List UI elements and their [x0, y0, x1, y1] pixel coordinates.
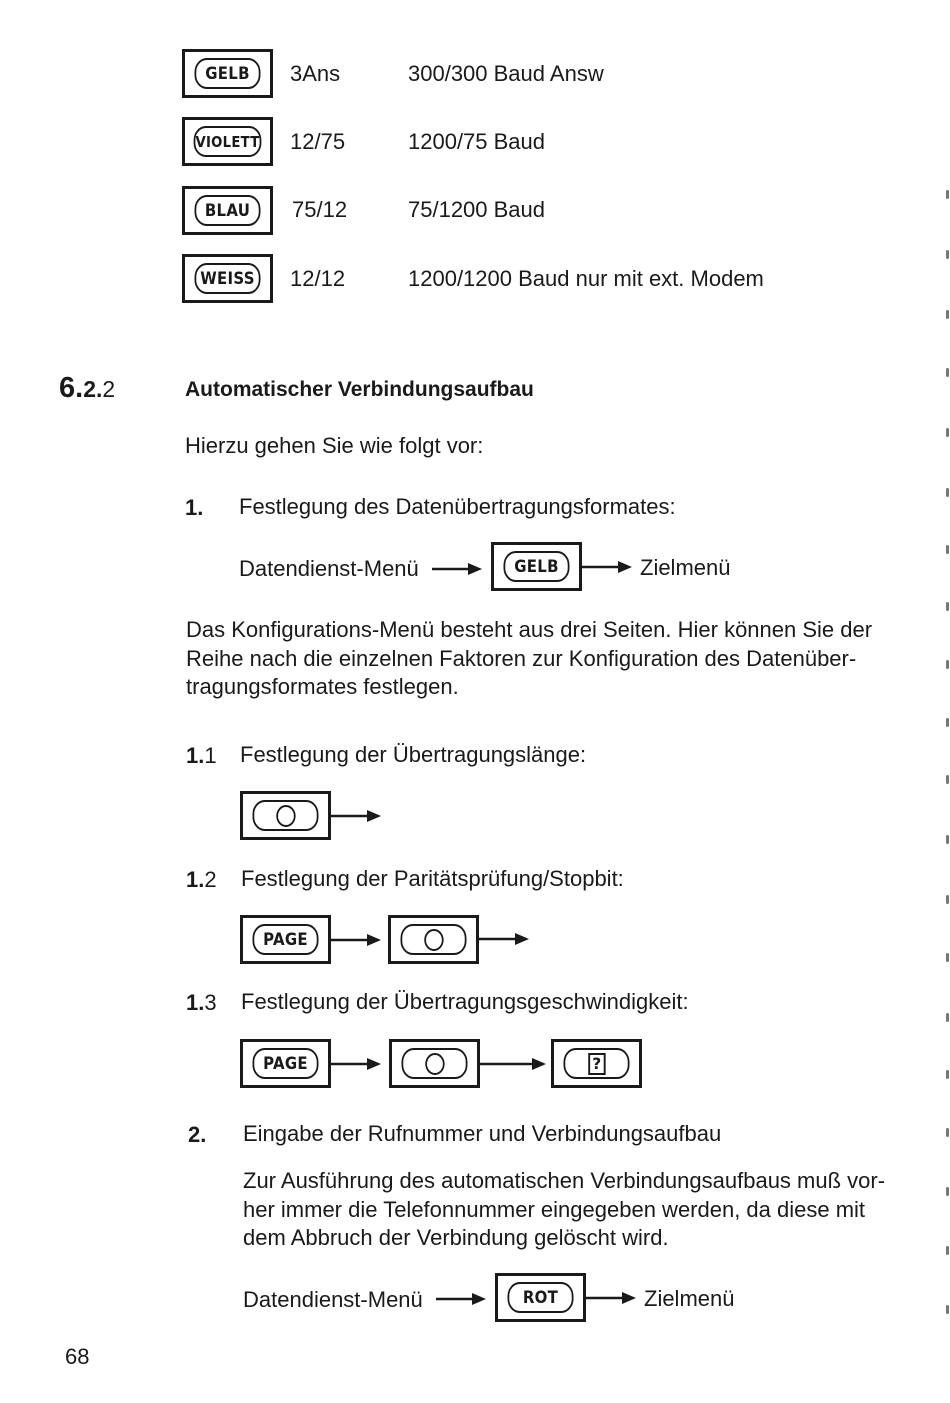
edge-mark — [946, 895, 949, 904]
paragraph-line: Reihe nach die einzelnen Faktoren zur Konfiguration des Datenüber- — [186, 645, 857, 671]
arrow-right-icon — [331, 1057, 383, 1071]
mode-code: 12/12 — [290, 266, 346, 291]
edge-mark — [946, 775, 949, 784]
edge-mark — [946, 953, 949, 962]
violett-key — [182, 117, 273, 166]
zero-key — [388, 915, 479, 964]
mode-code: 12/75 — [290, 129, 346, 154]
violett-key-label: VIOLETT — [194, 126, 262, 157]
question-mark-icon: ? — [588, 1053, 605, 1075]
flow-target-label: Zielmenü — [644, 1286, 735, 1311]
edge-mark — [946, 660, 949, 669]
circle-icon — [276, 805, 295, 827]
edge-mark — [946, 545, 949, 554]
arrow-right-icon — [436, 1292, 488, 1306]
edge-mark — [946, 602, 949, 611]
sub-number-rest: 3 — [204, 990, 217, 1015]
flow-source-label: Datendienst-Menü — [239, 556, 419, 581]
section-number-mid: 2. — [83, 376, 103, 402]
mode-description: 75/1200 Baud — [408, 197, 546, 222]
sub-1-3-title: Festlegung der Übertragungsgeschwindigkeit: — [241, 989, 689, 1014]
rot-key-label: ROT — [508, 1282, 574, 1313]
edge-mark — [946, 1070, 949, 1079]
circle-icon — [425, 1053, 444, 1075]
sub-1-1-title: Festlegung der Übertragungslänge: — [240, 742, 587, 767]
step-1-title: Festlegung des Datenübertragungsformates: — [239, 494, 676, 519]
sub-1-2-number — [186, 866, 217, 894]
edge-mark — [946, 250, 949, 259]
gelb-key-label: GELB — [504, 551, 570, 582]
arrow-right-icon — [586, 1291, 638, 1305]
sub-number-bold: 1. — [186, 743, 205, 768]
arrow-right-icon — [479, 932, 531, 946]
weiss-key — [182, 254, 273, 303]
edge-mark — [946, 428, 949, 437]
mode-code: 3Ans — [290, 61, 341, 86]
circle-icon — [424, 929, 443, 951]
arrow-right-icon — [331, 809, 383, 823]
blau-key — [182, 186, 273, 235]
step-2-paragraph — [243, 1167, 894, 1253]
sub-1-2-title: Festlegung der Paritätsprüfung/Stopbit: — [241, 866, 624, 891]
section-number-major: 6. — [59, 372, 84, 404]
zero-key — [389, 1039, 480, 1088]
intro-text: Hierzu gehen Sie wie folgt vor: — [185, 433, 484, 458]
edge-mark — [946, 488, 949, 497]
zero-key-face — [253, 800, 319, 831]
step-1-paragraph — [186, 616, 890, 702]
flow-target-label: Zielmenü — [640, 555, 731, 580]
sub-number-bold: 1. — [186, 867, 205, 892]
edge-mark — [946, 310, 949, 319]
paragraph-line: Zur Ausführung des automatischen Verbindungsaufbaus muß vor- — [243, 1168, 886, 1193]
gelb-key-label: GELB — [195, 58, 261, 89]
mode-description: 1200/75 Baud — [408, 129, 546, 154]
help-key-face — [564, 1048, 630, 1079]
flow-source-label: Datendienst-Menü — [243, 1287, 423, 1312]
sub-number-rest: 2 — [204, 867, 217, 892]
step-2-number: 2. — [188, 1122, 207, 1147]
page-number: 68 — [65, 1344, 90, 1369]
arrow-right-icon — [331, 933, 383, 947]
sub-number-rest: 1 — [204, 743, 217, 768]
arrow-right-icon — [480, 1057, 548, 1071]
edge-mark — [946, 1128, 949, 1137]
paragraph-line: her immer die Telefonnummer eingegeben werden, da diese mit — [243, 1196, 866, 1222]
edge-mark — [946, 1187, 949, 1196]
step-2-title: Eingabe der Rufnummer und Verbindungsaufbau — [243, 1121, 722, 1146]
page-key-label: PAGE — [253, 1048, 319, 1079]
sub-number-bold: 1. — [186, 990, 205, 1015]
gelb-key — [182, 49, 273, 98]
step-1-number: 1. — [185, 495, 204, 520]
sub-1-3-number — [186, 989, 217, 1017]
arrow-right-icon — [432, 562, 484, 576]
edge-mark — [946, 1246, 949, 1255]
page-key — [240, 1039, 331, 1088]
section-number-minor: 2 — [102, 376, 116, 402]
mode-code: 75/12 — [292, 197, 348, 222]
edge-mark — [946, 835, 949, 844]
paragraph-line: dem Abbruch der Verbindung gelöscht wird. — [243, 1225, 669, 1250]
help-key — [551, 1039, 642, 1088]
weiss-key-label: WEISS — [195, 263, 261, 294]
edge-mark — [946, 1305, 949, 1314]
edge-mark — [946, 368, 949, 377]
gelb-key — [491, 542, 582, 591]
zero-key-face — [402, 1048, 468, 1079]
paragraph-line: tragungsformates festlegen. — [186, 674, 459, 699]
rot-key — [495, 1273, 586, 1322]
section-number — [59, 372, 115, 405]
blau-key-label: BLAU — [195, 195, 261, 226]
page-key — [240, 915, 331, 964]
section-title: Automatischer Verbindungsaufbau — [185, 378, 534, 401]
zero-key — [240, 791, 331, 840]
arrow-right-icon — [582, 560, 634, 574]
mode-description: 300/300 Baud Answ — [408, 61, 604, 86]
edge-mark — [946, 190, 949, 199]
sub-1-1-number — [186, 742, 217, 770]
zero-key-face — [401, 924, 467, 955]
paragraph-line: Das Konfigurations-Menü besteht aus drei Seiten. Hier können Sie der — [186, 617, 873, 642]
edge-mark — [946, 718, 949, 727]
mode-description: 1200/1200 Baud nur mit ext. Modem — [408, 266, 764, 291]
edge-mark — [946, 1013, 949, 1022]
page-key-label: PAGE — [253, 924, 319, 955]
